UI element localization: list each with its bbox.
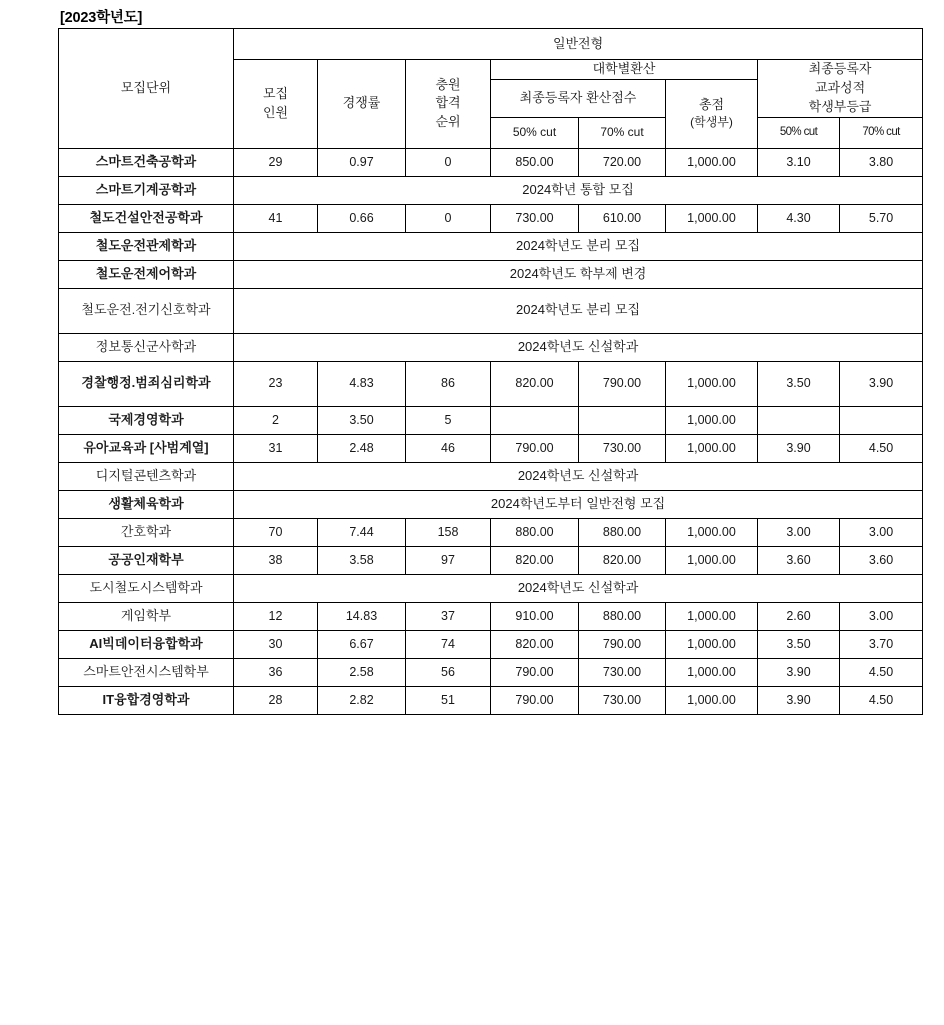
grade-cut50-cell: 4.30 bbox=[758, 204, 840, 232]
competition-rate-cell: 7.44 bbox=[318, 518, 406, 546]
quota-cell: 30 bbox=[234, 630, 318, 658]
total-score-cell: 1,000.00 bbox=[666, 658, 758, 686]
table-row bbox=[59, 406, 923, 434]
grade-cut70-cell: 3.60 bbox=[840, 546, 923, 574]
score-cut50-cell: 820.00 bbox=[491, 546, 579, 574]
score-cut70-cell: 880.00 bbox=[579, 602, 666, 630]
additional-pass-rank-cell: 86 bbox=[406, 361, 491, 406]
table-row bbox=[59, 518, 923, 546]
grade-cut50-cell: 3.50 bbox=[758, 361, 840, 406]
quota-cell: 31 bbox=[234, 434, 318, 462]
additional-pass-rank-cell: 0 bbox=[406, 204, 491, 232]
department-name-cell: 유아교육과 [사범계열] bbox=[59, 434, 234, 462]
grade-cut70-cell: 3.00 bbox=[840, 602, 923, 630]
header-score-cut50: 50% cut bbox=[491, 117, 579, 148]
header-grade-cut50: 50% cut bbox=[758, 117, 840, 148]
header-rank-line2: 합격 bbox=[435, 95, 461, 111]
department-note-cell: 2024학년도 분리 모집 bbox=[234, 288, 923, 333]
total-score-cell: 1,000.00 bbox=[666, 434, 758, 462]
additional-pass-rank-cell: 5 bbox=[406, 406, 491, 434]
table-body bbox=[59, 148, 923, 714]
competition-rate-cell: 14.83 bbox=[318, 602, 406, 630]
grade-cut50-cell: 2.60 bbox=[758, 602, 840, 630]
table-row bbox=[59, 204, 923, 232]
table-row bbox=[59, 574, 923, 602]
competition-rate-cell: 2.82 bbox=[318, 686, 406, 714]
grade-cut50-cell: 3.10 bbox=[758, 148, 840, 176]
table-row bbox=[59, 148, 923, 176]
score-cut50-cell: 820.00 bbox=[491, 630, 579, 658]
header-recruitment-unit: 모집단위 bbox=[59, 29, 234, 149]
department-note-cell: 2024학년도 신설학과 bbox=[234, 574, 923, 602]
table-row bbox=[59, 333, 923, 361]
grade-cut70-cell: 5.70 bbox=[840, 204, 923, 232]
table-row bbox=[59, 232, 923, 260]
table-row bbox=[59, 630, 923, 658]
header-quota-line2: 인원 bbox=[262, 104, 289, 120]
grade-cut70-cell: 3.80 bbox=[840, 148, 923, 176]
score-cut50-cell: 820.00 bbox=[491, 361, 579, 406]
grade-cut70-cell: 3.90 bbox=[840, 361, 923, 406]
score-cut70-cell: 610.00 bbox=[579, 204, 666, 232]
header-additional-pass-rank bbox=[406, 60, 491, 149]
department-name-cell: IT융합경영학과 bbox=[59, 686, 234, 714]
table-row bbox=[59, 434, 923, 462]
additional-pass-rank-cell: 51 bbox=[406, 686, 491, 714]
table-row bbox=[59, 658, 923, 686]
score-cut70-cell: 880.00 bbox=[579, 518, 666, 546]
additional-pass-rank-cell: 74 bbox=[406, 630, 491, 658]
header-row-1 bbox=[59, 29, 923, 60]
total-score-cell: 1,000.00 bbox=[666, 148, 758, 176]
score-cut70-cell: 790.00 bbox=[579, 630, 666, 658]
department-name-cell: AI빅데이터융합학과 bbox=[59, 630, 234, 658]
header-grade-line3: 학생부등급 bbox=[808, 98, 872, 114]
header-grade-line1: 최종등록자 bbox=[808, 61, 872, 76]
score-cut70-cell: 790.00 bbox=[579, 361, 666, 406]
grade-cut50-cell: 3.90 bbox=[758, 686, 840, 714]
table-row bbox=[59, 490, 923, 518]
grade-cut70-cell: 3.00 bbox=[840, 518, 923, 546]
competition-rate-cell: 2.58 bbox=[318, 658, 406, 686]
department-note-cell: 2024학년도 학부제 변경 bbox=[234, 260, 923, 288]
header-total-score bbox=[666, 79, 758, 148]
score-cut50-cell: 790.00 bbox=[491, 658, 579, 686]
quota-cell: 36 bbox=[234, 658, 318, 686]
additional-pass-rank-cell: 46 bbox=[406, 434, 491, 462]
department-name-cell: 철도운전.전기신호학과 bbox=[59, 288, 234, 333]
score-cut50-cell: 790.00 bbox=[491, 686, 579, 714]
grade-cut70-cell bbox=[840, 406, 923, 434]
department-name-cell: 생활체육학과 bbox=[59, 490, 234, 518]
grade-cut50-cell: 3.60 bbox=[758, 546, 840, 574]
quota-cell: 2 bbox=[234, 406, 318, 434]
department-note-cell: 2024학년도 분리 모집 bbox=[234, 232, 923, 260]
department-name-cell: 경찰행정.범죄심리학과 bbox=[59, 361, 234, 406]
department-name-cell: 정보통신군사학과 bbox=[59, 333, 234, 361]
score-cut50-cell: 790.00 bbox=[491, 434, 579, 462]
quota-cell: 38 bbox=[234, 546, 318, 574]
department-name-cell: 스마트기계공학과 bbox=[59, 176, 234, 204]
department-name-cell: 디지털콘텐츠학과 bbox=[59, 462, 234, 490]
department-name-cell: 철도건설안전공학과 bbox=[59, 204, 234, 232]
department-note-cell: 2024학년도 신설학과 bbox=[234, 462, 923, 490]
header-admission-type: 일반전형 bbox=[234, 29, 923, 60]
department-name-cell: 게임학부 bbox=[59, 602, 234, 630]
total-score-cell: 1,000.00 bbox=[666, 518, 758, 546]
additional-pass-rank-cell: 56 bbox=[406, 658, 491, 686]
competition-rate-cell: 0.66 bbox=[318, 204, 406, 232]
department-name-cell: 스마트건축공학과 bbox=[59, 148, 234, 176]
score-cut70-cell: 820.00 bbox=[579, 546, 666, 574]
department-name-cell: 국제경영학과 bbox=[59, 406, 234, 434]
grade-cut50-cell: 3.00 bbox=[758, 518, 840, 546]
header-score-cut70: 70% cut bbox=[579, 117, 666, 148]
grade-cut70-cell: 4.50 bbox=[840, 658, 923, 686]
grade-cut70-cell: 4.50 bbox=[840, 686, 923, 714]
total-score-cell: 1,000.00 bbox=[666, 630, 758, 658]
total-score-cell: 1,000.00 bbox=[666, 361, 758, 406]
score-cut50-cell bbox=[491, 406, 579, 434]
table-row bbox=[59, 546, 923, 574]
header-university-conversion: 대학별환산 bbox=[491, 60, 758, 80]
competition-rate-cell: 6.67 bbox=[318, 630, 406, 658]
score-cut50-cell: 730.00 bbox=[491, 204, 579, 232]
grade-cut70-cell: 3.70 bbox=[840, 630, 923, 658]
score-cut50-cell: 880.00 bbox=[491, 518, 579, 546]
grade-cut50-cell: 3.90 bbox=[758, 658, 840, 686]
header-rank-line3: 순위 bbox=[435, 114, 461, 130]
score-cut50-cell: 850.00 bbox=[491, 148, 579, 176]
department-name-cell: 스마트안전시스템학부 bbox=[59, 658, 234, 686]
header-final-enrollee-score: 최종등록자 환산점수 bbox=[491, 79, 666, 117]
competition-rate-cell: 3.50 bbox=[318, 406, 406, 434]
table-row bbox=[59, 602, 923, 630]
score-cut70-cell: 730.00 bbox=[579, 434, 666, 462]
header-total-line2: (학생부) bbox=[690, 115, 733, 130]
grade-cut50-cell: 3.50 bbox=[758, 630, 840, 658]
quota-cell: 29 bbox=[234, 148, 318, 176]
admission-results-table-container bbox=[58, 28, 918, 715]
department-name-cell: 철도운전관제학과 bbox=[59, 232, 234, 260]
score-cut50-cell: 910.00 bbox=[491, 602, 579, 630]
quota-cell: 28 bbox=[234, 686, 318, 714]
department-note-cell: 2024학년도 신설학과 bbox=[234, 333, 923, 361]
department-name-cell: 간호학과 bbox=[59, 518, 234, 546]
department-name-cell: 공공인재학부 bbox=[59, 546, 234, 574]
quota-cell: 41 bbox=[234, 204, 318, 232]
page-title: [2023학년도] bbox=[60, 10, 143, 26]
additional-pass-rank-cell: 158 bbox=[406, 518, 491, 546]
score-cut70-cell: 730.00 bbox=[579, 686, 666, 714]
score-cut70-cell: 730.00 bbox=[579, 658, 666, 686]
table-row bbox=[59, 462, 923, 490]
header-grade-line2: 교과성적 bbox=[814, 79, 866, 95]
competition-rate-cell: 4.83 bbox=[318, 361, 406, 406]
header-quota bbox=[234, 60, 318, 149]
admission-results-table bbox=[58, 28, 923, 715]
additional-pass-rank-cell: 97 bbox=[406, 546, 491, 574]
total-score-cell: 1,000.00 bbox=[666, 204, 758, 232]
total-score-cell: 1,000.00 bbox=[666, 686, 758, 714]
department-note-cell: 2024학년 통합 모집 bbox=[234, 176, 923, 204]
table-header bbox=[59, 29, 923, 149]
competition-rate-cell: 0.97 bbox=[318, 148, 406, 176]
quota-cell: 70 bbox=[234, 518, 318, 546]
department-name-cell: 도시철도시스템학과 bbox=[59, 574, 234, 602]
header-total-line1: 총점 bbox=[698, 96, 725, 112]
quota-cell: 23 bbox=[234, 361, 318, 406]
department-note-cell: 2024학년도부터 일반전형 모집 bbox=[234, 490, 923, 518]
total-score-cell: 1,000.00 bbox=[666, 546, 758, 574]
additional-pass-rank-cell: 37 bbox=[406, 602, 491, 630]
header-quota-line1: 모집 bbox=[262, 85, 289, 101]
additional-pass-rank-cell: 0 bbox=[406, 148, 491, 176]
department-name-cell: 철도운전제어학과 bbox=[59, 260, 234, 288]
score-cut70-cell: 720.00 bbox=[579, 148, 666, 176]
competition-rate-cell: 2.48 bbox=[318, 434, 406, 462]
grade-cut50-cell: 3.90 bbox=[758, 434, 840, 462]
header-grade-cut70: 70% cut bbox=[840, 117, 923, 148]
total-score-cell: 1,000.00 bbox=[666, 602, 758, 630]
competition-rate-cell: 3.58 bbox=[318, 546, 406, 574]
table-row bbox=[59, 176, 923, 204]
score-cut70-cell bbox=[579, 406, 666, 434]
header-rank-line1: 충원 bbox=[435, 76, 461, 92]
table-row bbox=[59, 686, 923, 714]
quota-cell: 12 bbox=[234, 602, 318, 630]
grade-cut50-cell bbox=[758, 406, 840, 434]
header-competition-rate: 경쟁률 bbox=[318, 60, 406, 149]
grade-cut70-cell: 4.50 bbox=[840, 434, 923, 462]
total-score-cell: 1,000.00 bbox=[666, 406, 758, 434]
table-row bbox=[59, 361, 923, 406]
table-row bbox=[59, 260, 923, 288]
header-final-enrollee-grade bbox=[758, 60, 923, 118]
table-row bbox=[59, 288, 923, 333]
